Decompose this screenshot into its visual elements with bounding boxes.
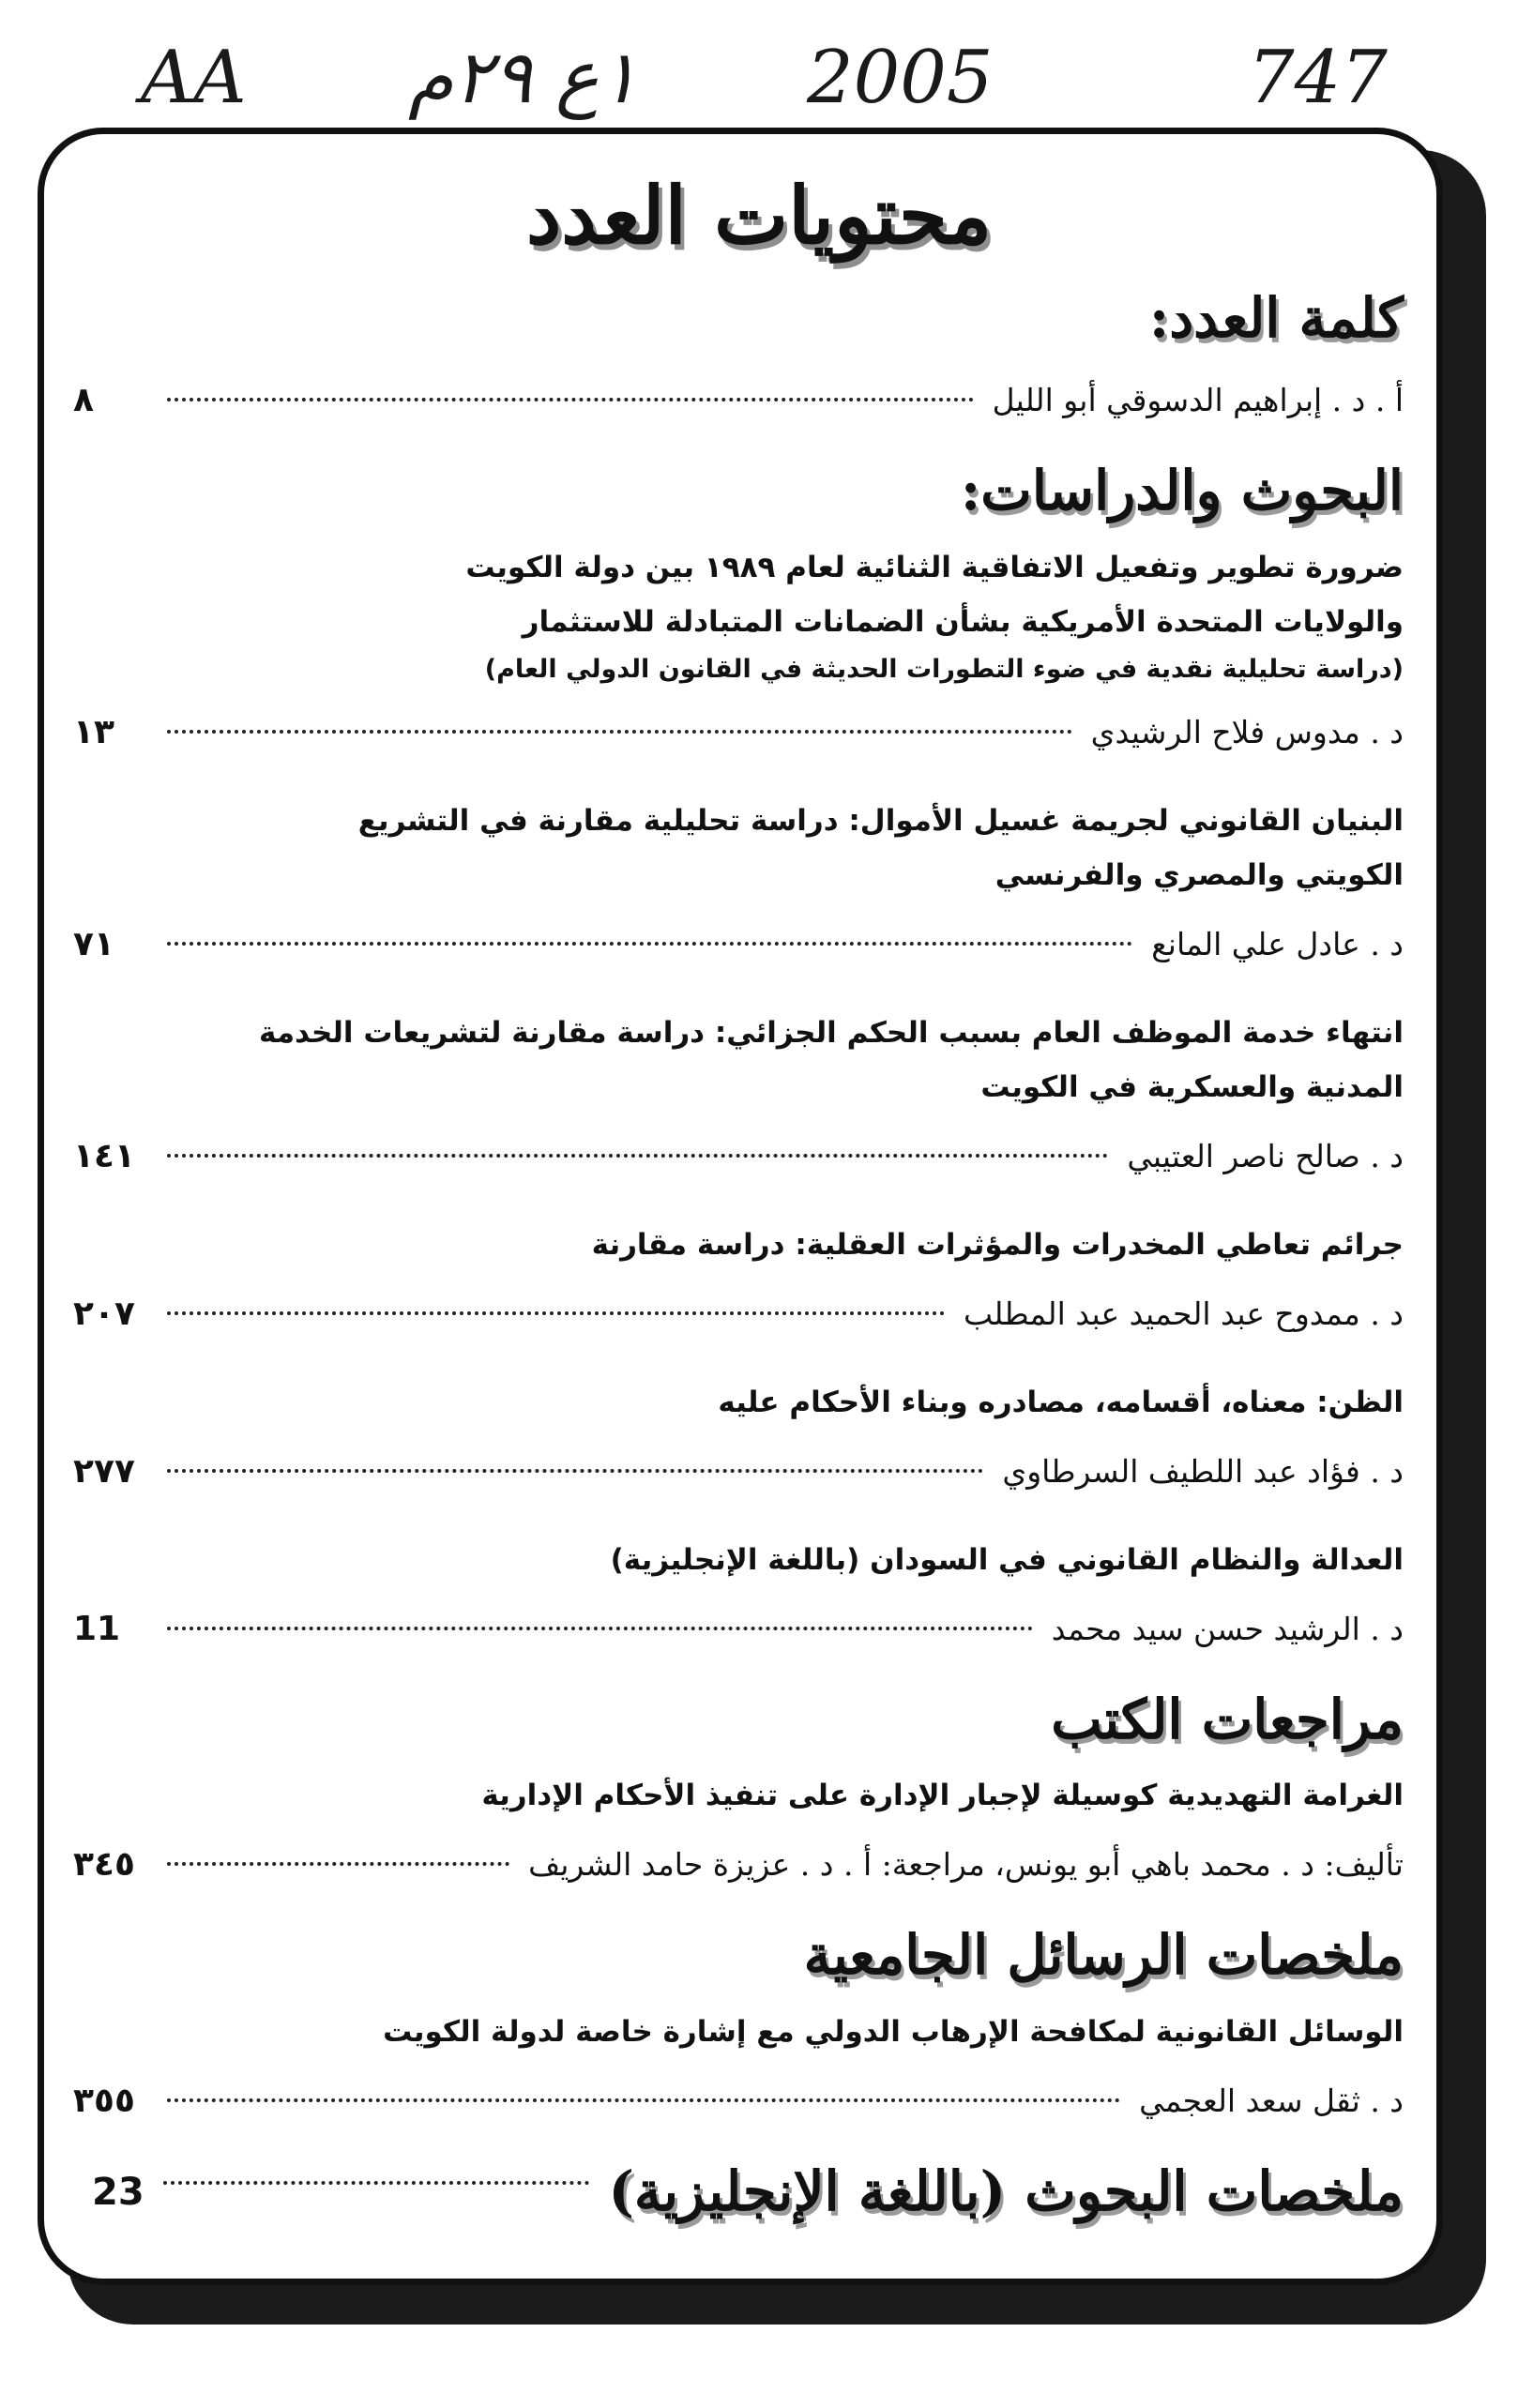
entry-subtitle: (دراسة تحليلية نقدية في ضوء التطورات الحديثة في القانون الدولي العام) bbox=[484, 654, 1404, 684]
handwritten-code: AA bbox=[141, 36, 247, 120]
handwritten-year: 2005 bbox=[807, 36, 994, 120]
entry-author: د . صالح ناصر العتيبي bbox=[1127, 1137, 1404, 1174]
entry-title-line: البنيان القانوني لجريمة غسيل الأموال: دراسة تحليلية مقارنة في التشريع bbox=[357, 803, 1404, 838]
entry-title-line: انتهاء خدمة الموظف العام بسبب الحكم الجزائي: دراسة مقارنة لتشريعات الخدمة bbox=[259, 1015, 1404, 1050]
dot-leader bbox=[167, 1469, 983, 1473]
entry-page-number: ١٤١ bbox=[73, 1136, 135, 1175]
entry-page-number: ٣٥٥ bbox=[73, 2082, 135, 2121]
toc-entry-research-4[interactable] bbox=[73, 1218, 1404, 1347]
toc-entry-research-2[interactable] bbox=[73, 794, 1404, 977]
entry-page-number: 11 bbox=[73, 1609, 121, 1648]
handwritten-issue: ١ع ٢٩م bbox=[408, 36, 639, 120]
entry-title-line: العدالة والنظام القانوني في السودان (باللغة الإنجليزية) bbox=[610, 1542, 1404, 1577]
entry-title-line: جرائم تعاطي المخدرات والمؤثرات العقلية: دراسة مقارنة bbox=[591, 1227, 1404, 1262]
entry-author: د . عادل علي المانع bbox=[1151, 925, 1404, 962]
entry-page-number: ١٣ bbox=[73, 712, 114, 751]
section-heading-editorial: كلمة العدد: bbox=[1148, 286, 1404, 350]
entry-title-line: ضرورة تطوير وتفعيل الاتفاقية الثنائية لعام ١٩٨٩ بين دولة الكويت bbox=[465, 550, 1404, 584]
toc-entry-research-6[interactable] bbox=[73, 1533, 1404, 1662]
entry-author: د . ممدوح عبد الحميد عبد المطلب bbox=[964, 1295, 1404, 1332]
entry-page-number: ٣٤٥ bbox=[73, 1845, 135, 1885]
section-heading-research: البحوث والدراسات: bbox=[960, 458, 1404, 522]
entry-author: د . ثقل سعد العجمي bbox=[1139, 2082, 1404, 2120]
dot-leader bbox=[163, 2181, 590, 2185]
toc-entry-research-5[interactable] bbox=[73, 1375, 1404, 1505]
dot-leader bbox=[167, 942, 1132, 946]
section-heading-english-abstracts: ملخصات البحوث (باللغة الإنجليزية) bbox=[608, 2159, 1404, 2224]
entry-author: د . الرشيد حسن سيد محمد bbox=[1051, 1610, 1404, 1647]
entry-author: د . مدوس فلاح الرشيدي bbox=[1090, 713, 1404, 750]
entry-title-line: الغرامة التهديدية كوسيلة لإجبار الإدارة على تنفيذ الأحكام الإدارية bbox=[481, 1779, 1404, 1813]
entry-page-number: ٢٠٧ bbox=[73, 1294, 135, 1333]
entry-page-number: ٢٧٧ bbox=[73, 1451, 135, 1491]
dot-leader bbox=[167, 1862, 509, 1866]
dot-leader bbox=[167, 1311, 945, 1315]
toc-entry-thesis[interactable] bbox=[73, 2005, 1404, 2134]
entry-page-number: 23 bbox=[92, 2171, 144, 2215]
entry-author: د . فؤاد عبد اللطيف السرطاوي bbox=[1002, 1452, 1404, 1490]
toc-entry-english-abstracts[interactable] bbox=[73, 2159, 1404, 2224]
entry-title-line: المدنية والعسكرية في الكويت bbox=[980, 1069, 1404, 1104]
entry-title-line: والولايات المتحدة الأمريكية بشأن الضمانات المتبادلة للاستثمار bbox=[522, 604, 1404, 639]
entry-page-number: ٨ bbox=[73, 380, 94, 419]
toc-entry-research-3[interactable] bbox=[73, 1006, 1404, 1189]
entry-author: أ . د . إبراهيم الدسوقي أبو الليل bbox=[992, 381, 1404, 418]
entry-page-number: ٧١ bbox=[73, 924, 114, 963]
entry-title-line: الظن: معناه، أقسامه، مصادره وبناء الأحكام عليه bbox=[718, 1385, 1404, 1419]
entry-title-line: الكويتي والمصري والفرنسي bbox=[994, 857, 1404, 892]
section-heading-book-reviews: مراجعات الكتب bbox=[1051, 1687, 1404, 1751]
entry-author: تأليف: د . محمد باهي أبو يونس، مراجعة: أ . د . عزيزة حامد الشريف bbox=[528, 1846, 1404, 1884]
toc-entry-editorial[interactable] bbox=[73, 368, 1404, 433]
toc-entry-research-1[interactable] bbox=[73, 540, 1404, 765]
table-of-contents bbox=[73, 272, 1404, 2241]
entry-title-line: الوسائل القانونية لمكافحة الإرهاب الدولي مع إشارة خاصة لدولة الكويت bbox=[383, 2015, 1404, 2050]
toc-entry-book-review[interactable] bbox=[73, 1768, 1404, 1898]
page-title: محتويات العدد bbox=[525, 169, 993, 262]
dot-leader bbox=[167, 398, 974, 401]
dot-leader bbox=[167, 730, 1072, 734]
dot-leader bbox=[167, 1627, 1033, 1630]
section-heading-theses: ملخصات الرسائل الجامعية bbox=[803, 1923, 1404, 1988]
handwritten-ref: 747 bbox=[1248, 36, 1388, 120]
dot-leader bbox=[167, 2098, 1120, 2102]
dot-leader bbox=[167, 1154, 1108, 1158]
